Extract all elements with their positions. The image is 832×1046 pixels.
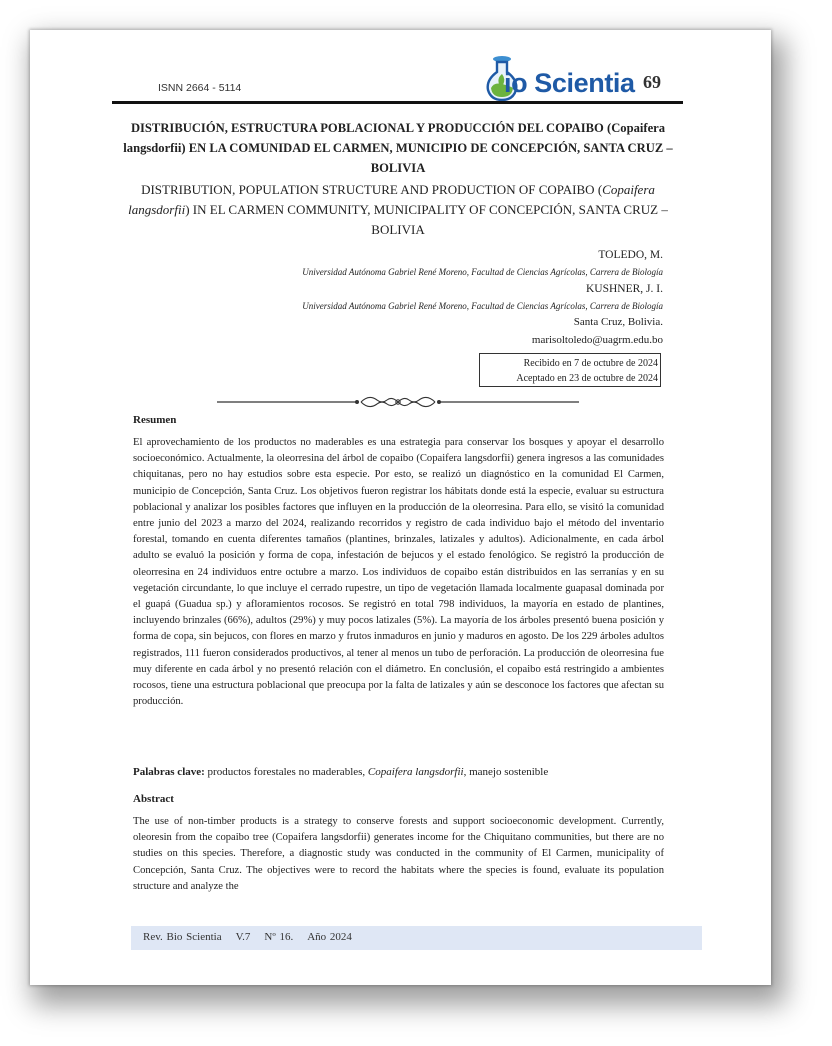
ornament-divider bbox=[217, 392, 579, 412]
resumen-text: El aprovechamiento de los productos no maderables es una estrategia para conservar los bosques y apoyar el desarrollo socioeconómico. Actualmente, la oleorresina del árbol de copaibo (Copaifera langsdorfii) genera ingresos a las comunidades chiquitanas, pero no hay estudios sobre esta especie. Por esto, se realizó un diagnóstico en la comunidad El Carmen, municipio de Concepción, Santa Cruz. Los objetivos fueron registrar los hábitats donde está la especie, evaluar su estructura poblacional y analizar los posibles factores que influyen en la producción de la oleorresina. Para ello, se visitó la comunidad entre junio del 2023 a marzo del 2024, realizando recorridos y registro de cada individuo bajo el método del inventario forestal, tomando en cuenta diferentes tamaños (plantines, brinzales, latizales y adultos). Adicionalmente, en cada árbol adulto se evaluó la posición y forma de copa, infestación de bejucos y el estado fenológico. Se registró la producción de oleorresina en 24 individuos entre octubre a marzo. Los individuos de copaibo están distribuidos en las serranías y en su vegetación circundante, lo que incluye el cerrado rupestre, un tipo de vegetación llamada localmente guapasal dominada por el guapá (Guadua sp.) y afloramientos rocosos. Se registró en total 798 individuos, la mayoría en estado de plantines, incluyendo brinzales (66%), adultos (29%) y muy pocos latizales (5%). La mayoría de los árboles presentó buena posición y forma de copa, sin bejucos, con flores en marzo y frutos inmaduros en junio y maduros en agosto. De los 229 árboles adultos registrados, 111 fueron considerados productivos, al tener al menos un tubo de perforación. La producción de oleorresina fue muy diferente en cada árbol y no presentó relación con el diámetro. En conclusión, el copaibo está restringido a ambientes rocosos, tiene una estructura poblacional que preocupa por la falta de latizales y aún se desconoce los factores que afectan su producción. bbox=[133, 437, 664, 708]
footer-year: Año 2024 bbox=[307, 931, 352, 943]
title-english-species: Copaifera langsdorfii bbox=[128, 182, 655, 217]
title-spanish: DISTRIBUCIÓN, ESTRUCTURA POBLACIONAL Y PRODUCCIÓN DEL COPAIBO (Copaifera langsdorfii) EN LA COMUNIDAD EL CARMEN, MUNICIPIO DE CONCEPCIÓN, SANTA CRUZ – BOLIVIA bbox=[123, 121, 673, 175]
title-english-part2: ) IN EL CARMEN COMMUNITY, MUNICIPALITY OF CONCEPCIÓN, SANTA CRUZ – BOLIVIA bbox=[185, 202, 668, 237]
abstract-text: The use of non-timber products is a strategy to conserve forests and support socioeconomic development. Currently, oleoresin from the copaibo tree (Copaifera langsdorfii) generates income for the Chiquitano communities, but there are no studies on this species. Therefore, a diagnostic study was conducted in the community of El Carmen, municipality of Concepción, Santa Cruz. The objectives were to record the habitats where the species is found, evaluate its population structure and analyze the bbox=[133, 816, 664, 892]
footer-volume: V.7 bbox=[235, 931, 251, 943]
author-email[interactable]: marisoltoledo@uagrm.edu.bo bbox=[531, 334, 663, 346]
abstract-heading: Abstract bbox=[133, 793, 174, 805]
author-affiliation: Universidad Autónoma Gabriel René Moreno, Facultad de Ciencias Agrícolas, Carrera de Biología bbox=[302, 301, 663, 311]
resumen-heading: Resumen bbox=[133, 414, 177, 426]
title-english-part1: DISTRIBUTION, POPULATION STRUCTURE AND PRODUCTION OF COPAIBO ( bbox=[141, 182, 603, 197]
header-rule bbox=[112, 101, 683, 104]
author-name: KUSHNER, J. I. bbox=[586, 283, 663, 295]
author-affiliation: Universidad Autónoma Gabriel René Moreno, Facultad de Ciencias Agrícolas, Carrera de Biología bbox=[302, 267, 663, 277]
received-date: Recibido en 7 de octubre de 2024 bbox=[523, 358, 658, 369]
footer-citation bbox=[143, 931, 366, 943]
keywords-label: Palabras clave: bbox=[133, 766, 205, 778]
keywords-terms: productos forestales no maderables, bbox=[204, 766, 368, 778]
keywords bbox=[133, 766, 664, 778]
journal-page bbox=[30, 30, 771, 985]
issn-label: ISNN 2664 - 5114 bbox=[158, 82, 242, 94]
accepted-date: Aceptado en 23 de octubre de 2024 bbox=[516, 373, 658, 384]
footer-journal: Rev. Bio Scientia bbox=[143, 931, 222, 943]
bio-scientia-logo bbox=[482, 54, 662, 104]
footer-bar bbox=[131, 926, 702, 950]
footer-number: Nº 16. bbox=[264, 931, 294, 943]
author-name: TOLEDO, M. bbox=[598, 249, 663, 261]
page-number: 69 bbox=[643, 72, 661, 92]
keywords-terms-end: , manejo sostenible bbox=[463, 766, 549, 778]
author-block bbox=[163, 245, 663, 331]
keywords-species: Copaifera langsdorfii bbox=[367, 766, 464, 778]
author-location: Santa Cruz, Bolivia. bbox=[573, 316, 663, 328]
dates-box bbox=[479, 353, 661, 387]
logo-text: io Scientia bbox=[504, 68, 635, 98]
title-english bbox=[118, 180, 678, 240]
